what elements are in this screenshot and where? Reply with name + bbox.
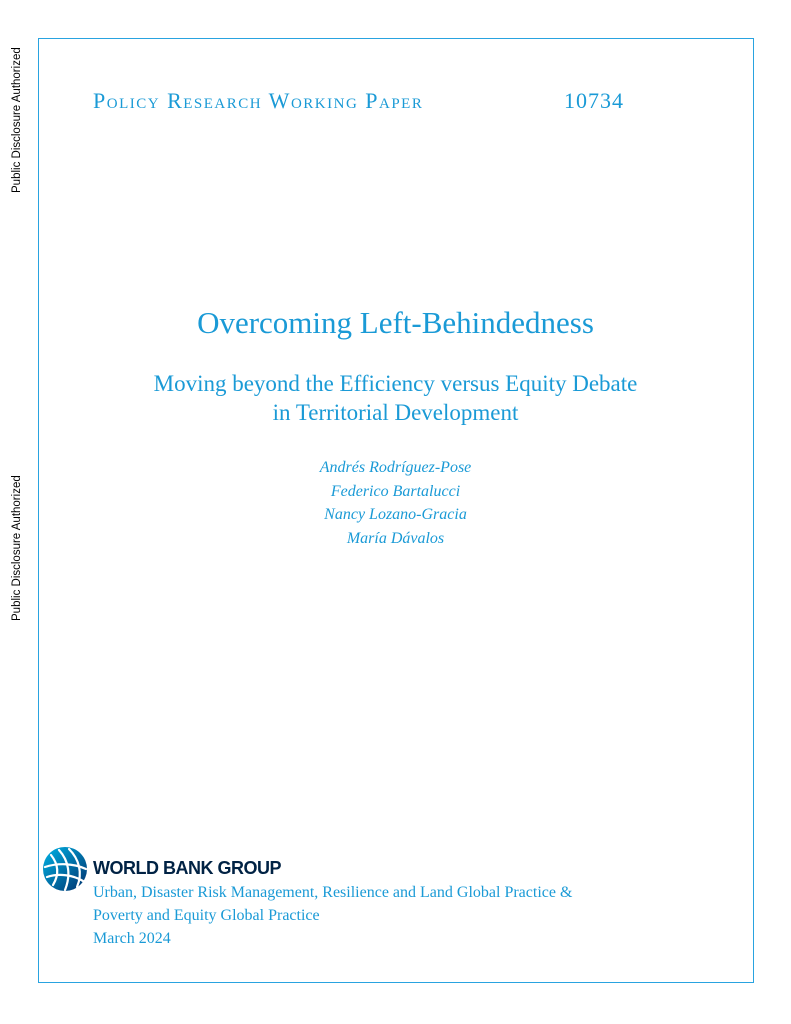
- page-title: Overcoming Left-Behindedness: [197, 305, 594, 340]
- practice-info: [93, 881, 572, 950]
- author-name: Andrés Rodríguez-Pose: [319, 459, 472, 476]
- org-name: WORLD BANK GROUP: [93, 858, 281, 878]
- paper-number: 10734: [564, 88, 624, 113]
- practice-line-1: Urban, Disaster Risk Management, Resilience and Land Global Practice &: [93, 884, 573, 901]
- disclosure-label-top: Public Disclosure Authorized: [11, 47, 23, 193]
- author-name: María Dávalos: [346, 529, 445, 547]
- series-title: Policy Research Working Paper: [93, 88, 424, 113]
- author-name: Nancy Lozano-Gracia: [324, 506, 467, 523]
- world-bank-globe-icon: [41, 845, 89, 893]
- practice-line-2: Poverty and Equity Global Practice: [93, 907, 320, 924]
- author-name: Federico Bartalucci: [330, 482, 461, 500]
- disclosure-label-middle: Public Disclosure Authorized: [11, 475, 23, 621]
- publication-date: March 2024: [93, 930, 171, 947]
- subtitle-line-1: Moving beyond the Efficiency versus Equity Debate: [153, 371, 638, 396]
- author-list: [0, 456, 791, 550]
- subtitle-line-2: in Territorial Development: [272, 400, 519, 425]
- subtitle: [0, 369, 791, 427]
